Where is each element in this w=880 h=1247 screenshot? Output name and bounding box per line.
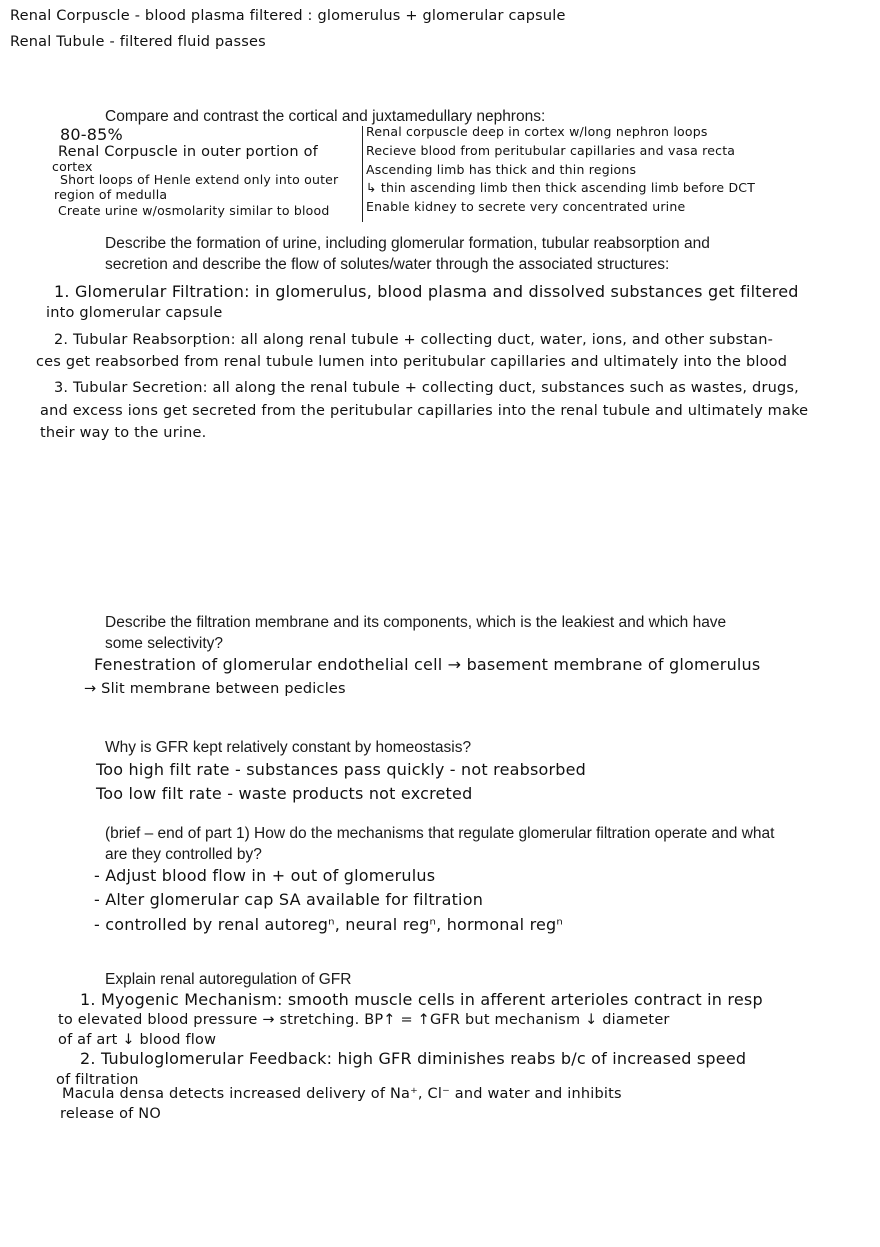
filtration-membrane-line: → Slit membrane between pedicles xyxy=(84,681,346,697)
intro-line-1: Renal Corpuscle - blood plasma filtered : glomerulus + glomerular capsule xyxy=(10,8,566,24)
juxtamedullary-item: Recieve blood from peritubular capillaries and vasa recta xyxy=(366,143,736,158)
cortical-item: 80-85% xyxy=(60,125,123,144)
urine-formation-line: 1. Glomerular Filtration: in glomerulus, blood plasma and dissolved substances get filtered xyxy=(54,282,799,301)
question-cortical-juxtamedullary: Compare and contrast the cortical and juxtamedullary nephrons: xyxy=(105,108,546,125)
urine-formation-line: their way to the urine. xyxy=(40,425,207,441)
urine-formation-line: into glomerular capsule xyxy=(46,305,223,321)
gfr-mechanism-line: - Adjust blood flow in + out of glomerulus xyxy=(94,866,436,885)
urine-formation-line: 3. Tubular Secretion: all along the renal tubule + collecting duct, substances such as wastes, drugs, xyxy=(54,380,799,396)
juxtamedullary-item: ↳ thin ascending limb then thick ascending limb before DCT xyxy=(366,180,756,195)
urine-formation-line: ces get reabsorbed from renal tubule lumen into peritubular capillaries and ultimately into the blood xyxy=(36,354,788,370)
question-filtration-membrane: Describe the filtration membrane and its components, which is the leakiest and which have some selectivity? xyxy=(105,614,727,652)
juxtamedullary-item: Ascending limb has thick and thin regions xyxy=(366,162,637,177)
gfr-constant-line: Too high filt rate - substances pass quickly - not reabsorbed xyxy=(96,760,587,779)
juxtamedullary-item: Renal corpuscle deep in cortex w/long nephron loops xyxy=(366,124,708,139)
cortical-item: Renal Corpuscle in outer portion of xyxy=(58,144,318,160)
autoregulation-line: Macula densa detects increased delivery of Na⁺, Cl⁻ and water and inhibits xyxy=(62,1086,622,1102)
autoregulation-line: of af art ↓ blood flow xyxy=(58,1032,217,1048)
autoregulation-line: 1. Myogenic Mechanism: smooth muscle cells in afferent arterioles contract in resp xyxy=(80,990,763,1009)
juxtamedullary-item: Enable kidney to secrete very concentrated urine xyxy=(366,199,686,214)
autoregulation-line: 2. Tubuloglomerular Feedback: high GFR diminishes reabs b/c of increased speed xyxy=(80,1049,747,1068)
question-urine-formation: Describe the formation of urine, including glomerular formation, tubular reabsorption and secretion and describe the flow of solutes/water through the associated structures: xyxy=(105,235,710,273)
cortical-item: cortex xyxy=(52,159,93,174)
filtration-membrane-line: Fenestration of glomerular endothelial cell → basement membrane of glomerulus xyxy=(94,655,761,674)
urine-formation-line: and excess ions get secreted from the peritubular capillaries into the renal tubule and ultimately make xyxy=(40,403,809,419)
question-gfr-mechanisms: (brief – end of part 1) How do the mechanisms that regulate glomerular filtration operate and what are they controlled by? xyxy=(105,825,775,863)
column-divider xyxy=(362,126,363,222)
gfr-mechanism-line: - controlled by renal autoregⁿ, neural regⁿ, hormonal regⁿ xyxy=(94,915,563,934)
question-gfr-constant: Why is GFR kept relatively constant by homeostasis? xyxy=(105,739,472,756)
autoregulation-line: release of NO xyxy=(60,1106,161,1122)
gfr-mechanism-line: - Alter glomerular cap SA available for filtration xyxy=(94,890,484,909)
autoregulation-line: of filtration xyxy=(56,1072,139,1088)
urine-formation-line: 2. Tubular Reabsorption: all along renal tubule + collecting duct, water, ions, and other substan- xyxy=(54,332,774,348)
cortical-item: Short loops of Henle extend only into outer xyxy=(60,172,339,187)
intro-line-2: Renal Tubule - filtered fluid passes xyxy=(10,34,266,50)
cortical-item: Create urine w/osmolarity similar to blood xyxy=(58,203,330,218)
question-renal-autoregulation: Explain renal autoregulation of GFR xyxy=(105,971,352,988)
autoregulation-line: to elevated blood pressure → stretching. BP↑ = ↑GFR but mechanism ↓ diameter xyxy=(58,1012,670,1028)
gfr-constant-line: Too low filt rate - waste products not excreted xyxy=(96,784,473,803)
cortical-item: region of medulla xyxy=(54,187,168,202)
